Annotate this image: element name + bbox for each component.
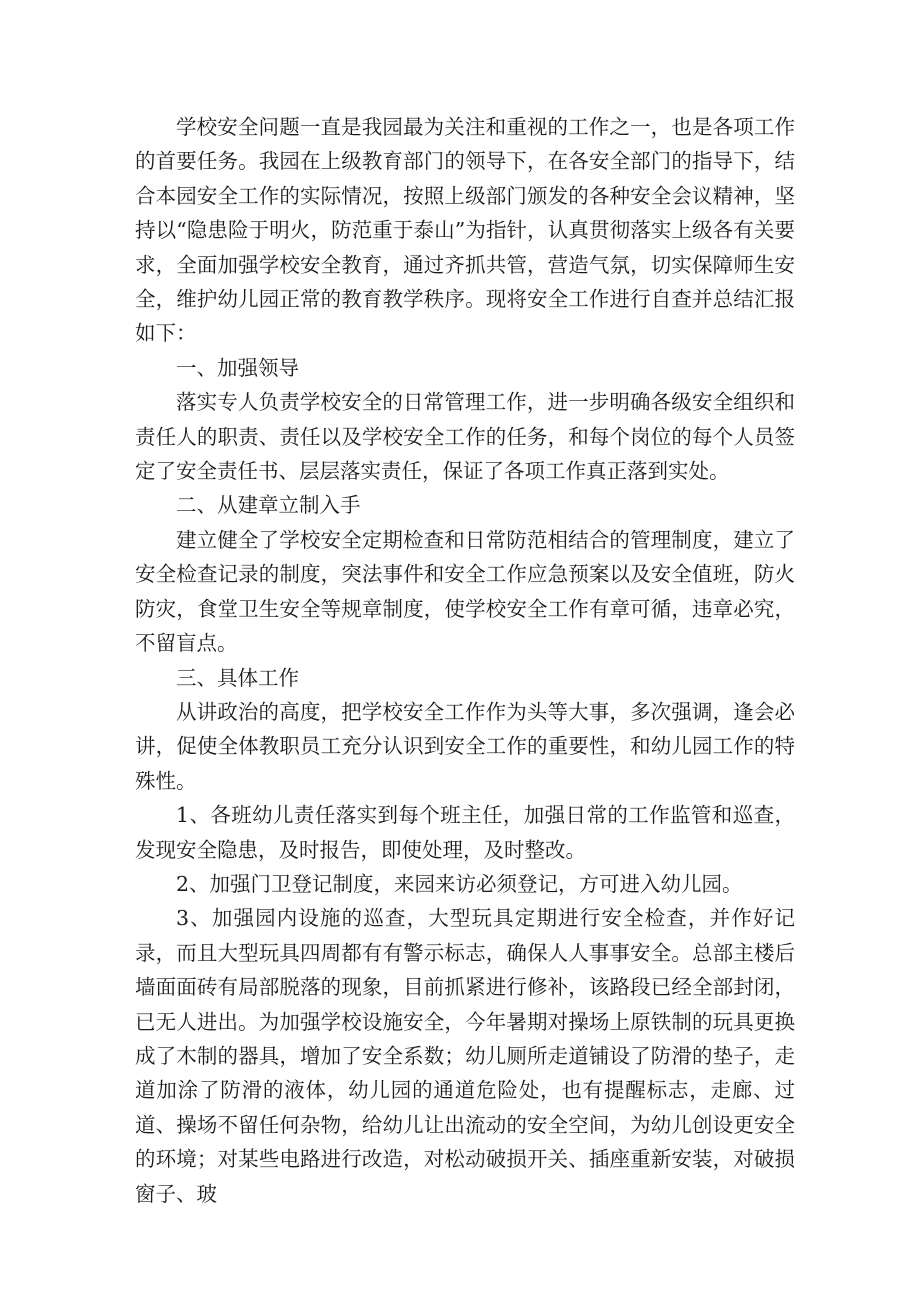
section-heading-leadership: 一、加强领导 xyxy=(176,355,299,380)
list-item-3: 3、加强园内设施的巡查，大型玩具定期进行安全检查，并作好记录，而且大型玩具四周都有有警示标志，确保人人事事安全。总部主楼后墙面面砖有局部脱落的现象，目前抓紧进行修补，该路段已经全部封闭，已无人进出。为加强学校设施安全，今年暑期对操场上原铁制的玩具更换成了木制的器具，增加了安全系数；幼儿厕所走道铺设了防滑的垫子，走道加涂了防滑的液体，幼儿园的通道危险处，也有提醒标志，走廊、过道、操场不留任何杂物，给幼儿让出流动的安全空间，为幼儿创设更安全的环境；对某些电路进行改造，对松动破损开关、插座重新安装，对破损窗子、玻 xyxy=(135,906,795,1206)
section-heading-specific-work: 三、具体工作 xyxy=(176,665,299,690)
list-item-2: 2、加强门卫登记制度，来园来访必须登记，方可进入幼儿园。 xyxy=(176,871,743,896)
paragraph-leadership: 落实专人负责学校安全的日常管理工作，进一步明确各级安全组织和责任人的职责、责任以及学校安全工作的任务，和每个岗位的每个人员签定了安全责任书、层层落实责任，保证了各项工作真正落到实处。 xyxy=(135,390,795,484)
list-item-1: 1、各班幼儿责任落实到每个班主任，加强日常的工作监管和巡查，发现安全隐患，及时报告，即使处理，及时整改。 xyxy=(135,803,795,862)
intro-paragraph: 学校安全问题一直是我园最为关注和重视的工作之一，也是各项工作的首要任务。我园在上级教育部门的领导下，在各安全部门的指导下，结合本园安全工作的实际情况，按照上级部门颁发的各种安全会议精神，坚持以“隐患险于明火，防范重于泰山”为指针，认真贯彻落实上级各有关要求，全面加强学校安全教育，通过齐抓共管，营造气氛，切实保障师生安全，维护幼儿园正常的教育教学秩序。现将安全工作进行自查并总结汇报如下： xyxy=(135,115,795,346)
section-heading-regulations: 二、从建章立制入手 xyxy=(176,493,361,518)
paragraph-specific-work: 从讲政治的高度，把学校安全工作作为头等大事，多次强调，逢会必讲，促使全体教职员工充分认识到安全工作的重要性，和幼儿园工作的特殊性。 xyxy=(135,699,795,793)
paragraph-regulations: 建立健全了学校安全定期检查和日常防范相结合的管理制度，建立了安全检查记录的制度，突法事件和安全工作应急预案以及安全值班，防火防灾，食堂卫生安全等规章制度，使学校安全工作有章可循，违章必究，不留盲点。 xyxy=(135,527,795,656)
document-body xyxy=(135,110,795,1211)
